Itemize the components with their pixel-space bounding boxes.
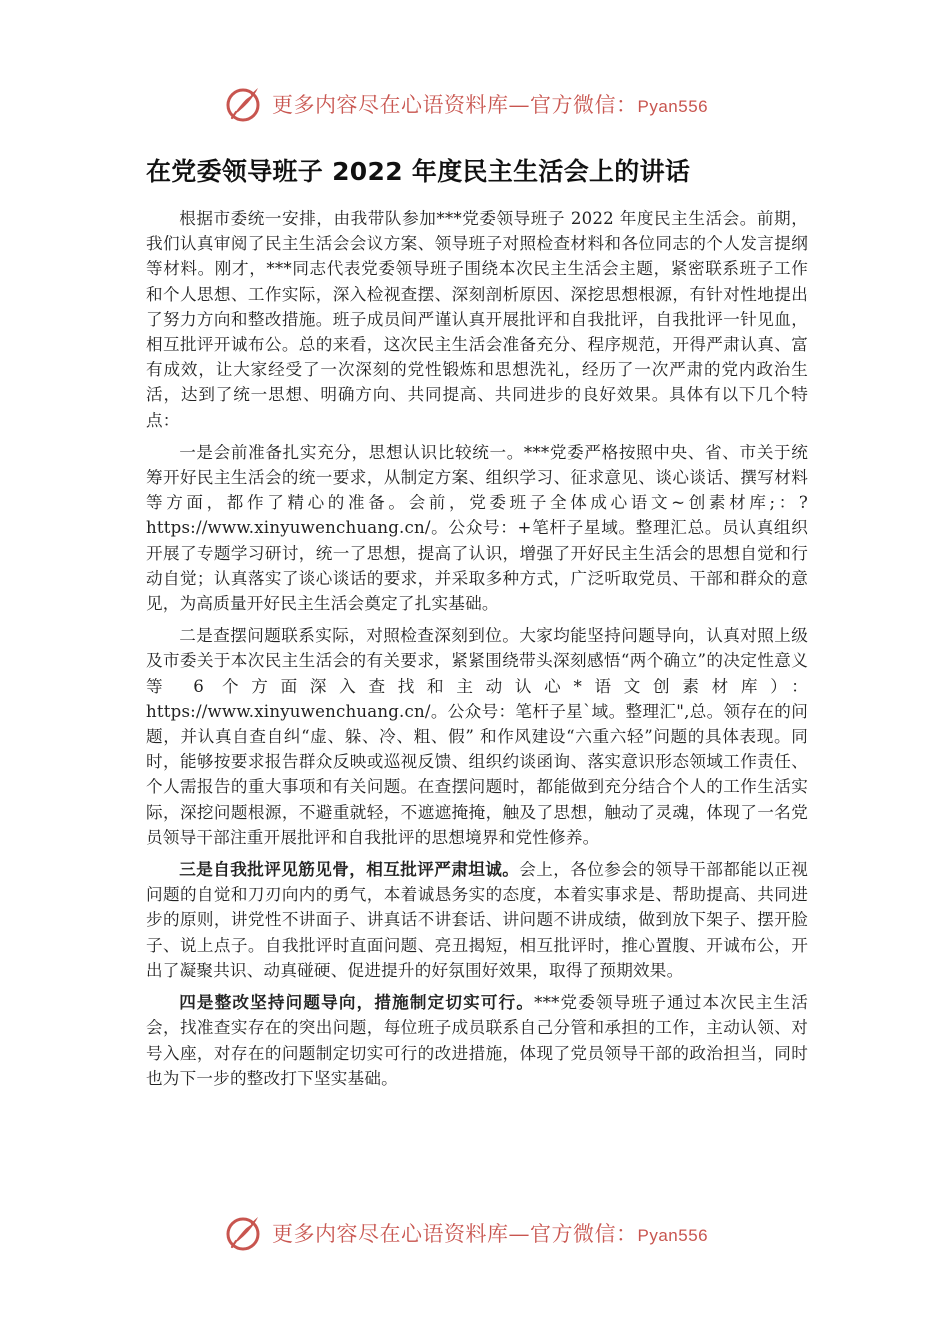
paragraph-text: 二是查摆问题联系实际，对照检查深刻到位。大家均能坚持问题导向，认真对照上级及市委关于本次民主生活会的有关要求，紧紧围绕带头深刻感悟“两个确立”的决定性意义等 6 个方面深入查找和主动认心*语文创素材库）：https://www.xinyuwenchuang.cn/。公众号：笔杆子星`域。整理汇",总。领存在的问题，并认真自查自纠“虚、躲、冷、粗、假” 和作风建设“六重六轻”问题的具体表现。同时，能够按要求报告群众反映或巡视反馈、组织约谈函询、落实意识形态领域工作责任、个人需报告的重大事项和有关问题。在查摆问题时，都能做到充分结合个人的工作生活实际，深挖问题根源，不避重就轻，不遮遮掩掩，触及了思想，触动了灵魂，体现了一名党员领导干部注重开展批评和自我批评的思想境界和党性修养。 xyxy=(146,626,808,847)
quill-circle-icon xyxy=(224,1213,264,1253)
banner-wechat-label: 官方微信： xyxy=(530,93,638,117)
paragraph-1 xyxy=(146,206,808,433)
banner-slogan: 更多内容尽在心语资料库 xyxy=(272,1222,509,1246)
page-title: 在党委领导班子 2022 年度民主生活会上的讲话 xyxy=(146,157,691,186)
paragraph-lead: 三是自我批评见筋见骨，相互批评严肃坦诚。 xyxy=(179,860,520,880)
banner-dash: — xyxy=(508,1222,530,1246)
paragraph-text: ***党委领导班子通过本次民主生活会，找准查实存在的突出问题，每位班子成员联系自己分管和承担的工作，主动认领、对号入座，对存在的问题制定切实可行的改进措施，体现了党员领导干部的政治担当，同时也为下一步的整改打下坚实基础。 xyxy=(146,993,808,1088)
banner-wechat-label: 官方微信： xyxy=(530,1222,638,1246)
banner-dash: — xyxy=(508,93,530,117)
quill-circle-icon xyxy=(224,84,264,124)
banner-text xyxy=(272,89,708,119)
paragraph-5 xyxy=(146,990,808,1091)
footer-banner[interactable] xyxy=(224,1211,744,1255)
banner-slogan: 更多内容尽在心语资料库 xyxy=(272,93,509,117)
header-banner[interactable] xyxy=(224,82,744,126)
document-body xyxy=(146,206,808,1098)
paragraph-text: 一是会前准备扎实充分，思想认识比较统一。***党委严格按照中央、省、市关于统筹开好民主生活会的统一要求，从制定方案、组织学习、征求意见、谈心谈话、撰写材料等方面，都作了精心的准备。会前，党委班子全体成心语文~创素材库;：?https://www.xinyuwenchuang.cn/。公众号：+笔杆子星域。整理汇总。员认真组织开展了专题学习研讨，统一了思想，提高了认识，增强了开好民主生活会的思想自觉和行动自觉；认真落实了谈心谈话的要求，并采取多种方式，广泛听取党员、干部和群众的意见，为高质量开好民主生活会奠定了扎实基础。 xyxy=(146,442,808,614)
banner-wechat-id: Pyan556 xyxy=(637,1226,709,1245)
paragraph-4 xyxy=(146,857,808,983)
banner-wechat-id: Pyan556 xyxy=(637,97,709,116)
paragraph-text: 会上，各位参会的领导干部都能以正视问题的自觉和刀刃向内的勇气，本着诚恳务实的态度，本着实事求是、帮助提高、共同进步的原则，讲党性不讲面子、讲真话不讲套话、讲问题不讲成绩，做到放下架子、摆开脸子、说上点子。自我批评时直面问题、亮丑揭短，相互批评时，推心置腹、开诚布公，开出了凝聚共识、动真碰硬、促进提升的好氛围好效果，取得了预期效果。 xyxy=(146,860,809,980)
paragraph-2 xyxy=(146,440,808,616)
paragraph-3 xyxy=(146,623,808,850)
paragraph-lead: 四是整改坚持问题导向，措施制定切实可行。 xyxy=(179,993,535,1013)
banner-text xyxy=(272,1218,708,1248)
paragraph-text: 根据市委统一安排，由我带队参加***党委领导班子 2022 年度民主生活会。前期，我们认真审阅了民主生活会会议方案、领导班子对照检查材料和各位同志的个人发言提纲等材料。刚才，***同志代表党委领导班子围绕本次民主生活会主题，紧密联系班子工作和个人思想、工作实际，深入检视查摆、深刻剖析原因、深挖思想根源，有针对性地提出了努力方向和整改措施。班子成员间严谨认真开展批评和自我批评，自我批评一针见血，相互批评开诚布公。总的来看，这次民主生活会准备充分、程序规范，开得严肃认真、富有成效，让大家经受了一次深刻的党性锻炼和思想洗礼，经历了一次严肃的党内政治生活，达到了统一思想、明确方向、共同提高、共同进步的良好效果。具体有以下几个特点： xyxy=(146,209,808,430)
